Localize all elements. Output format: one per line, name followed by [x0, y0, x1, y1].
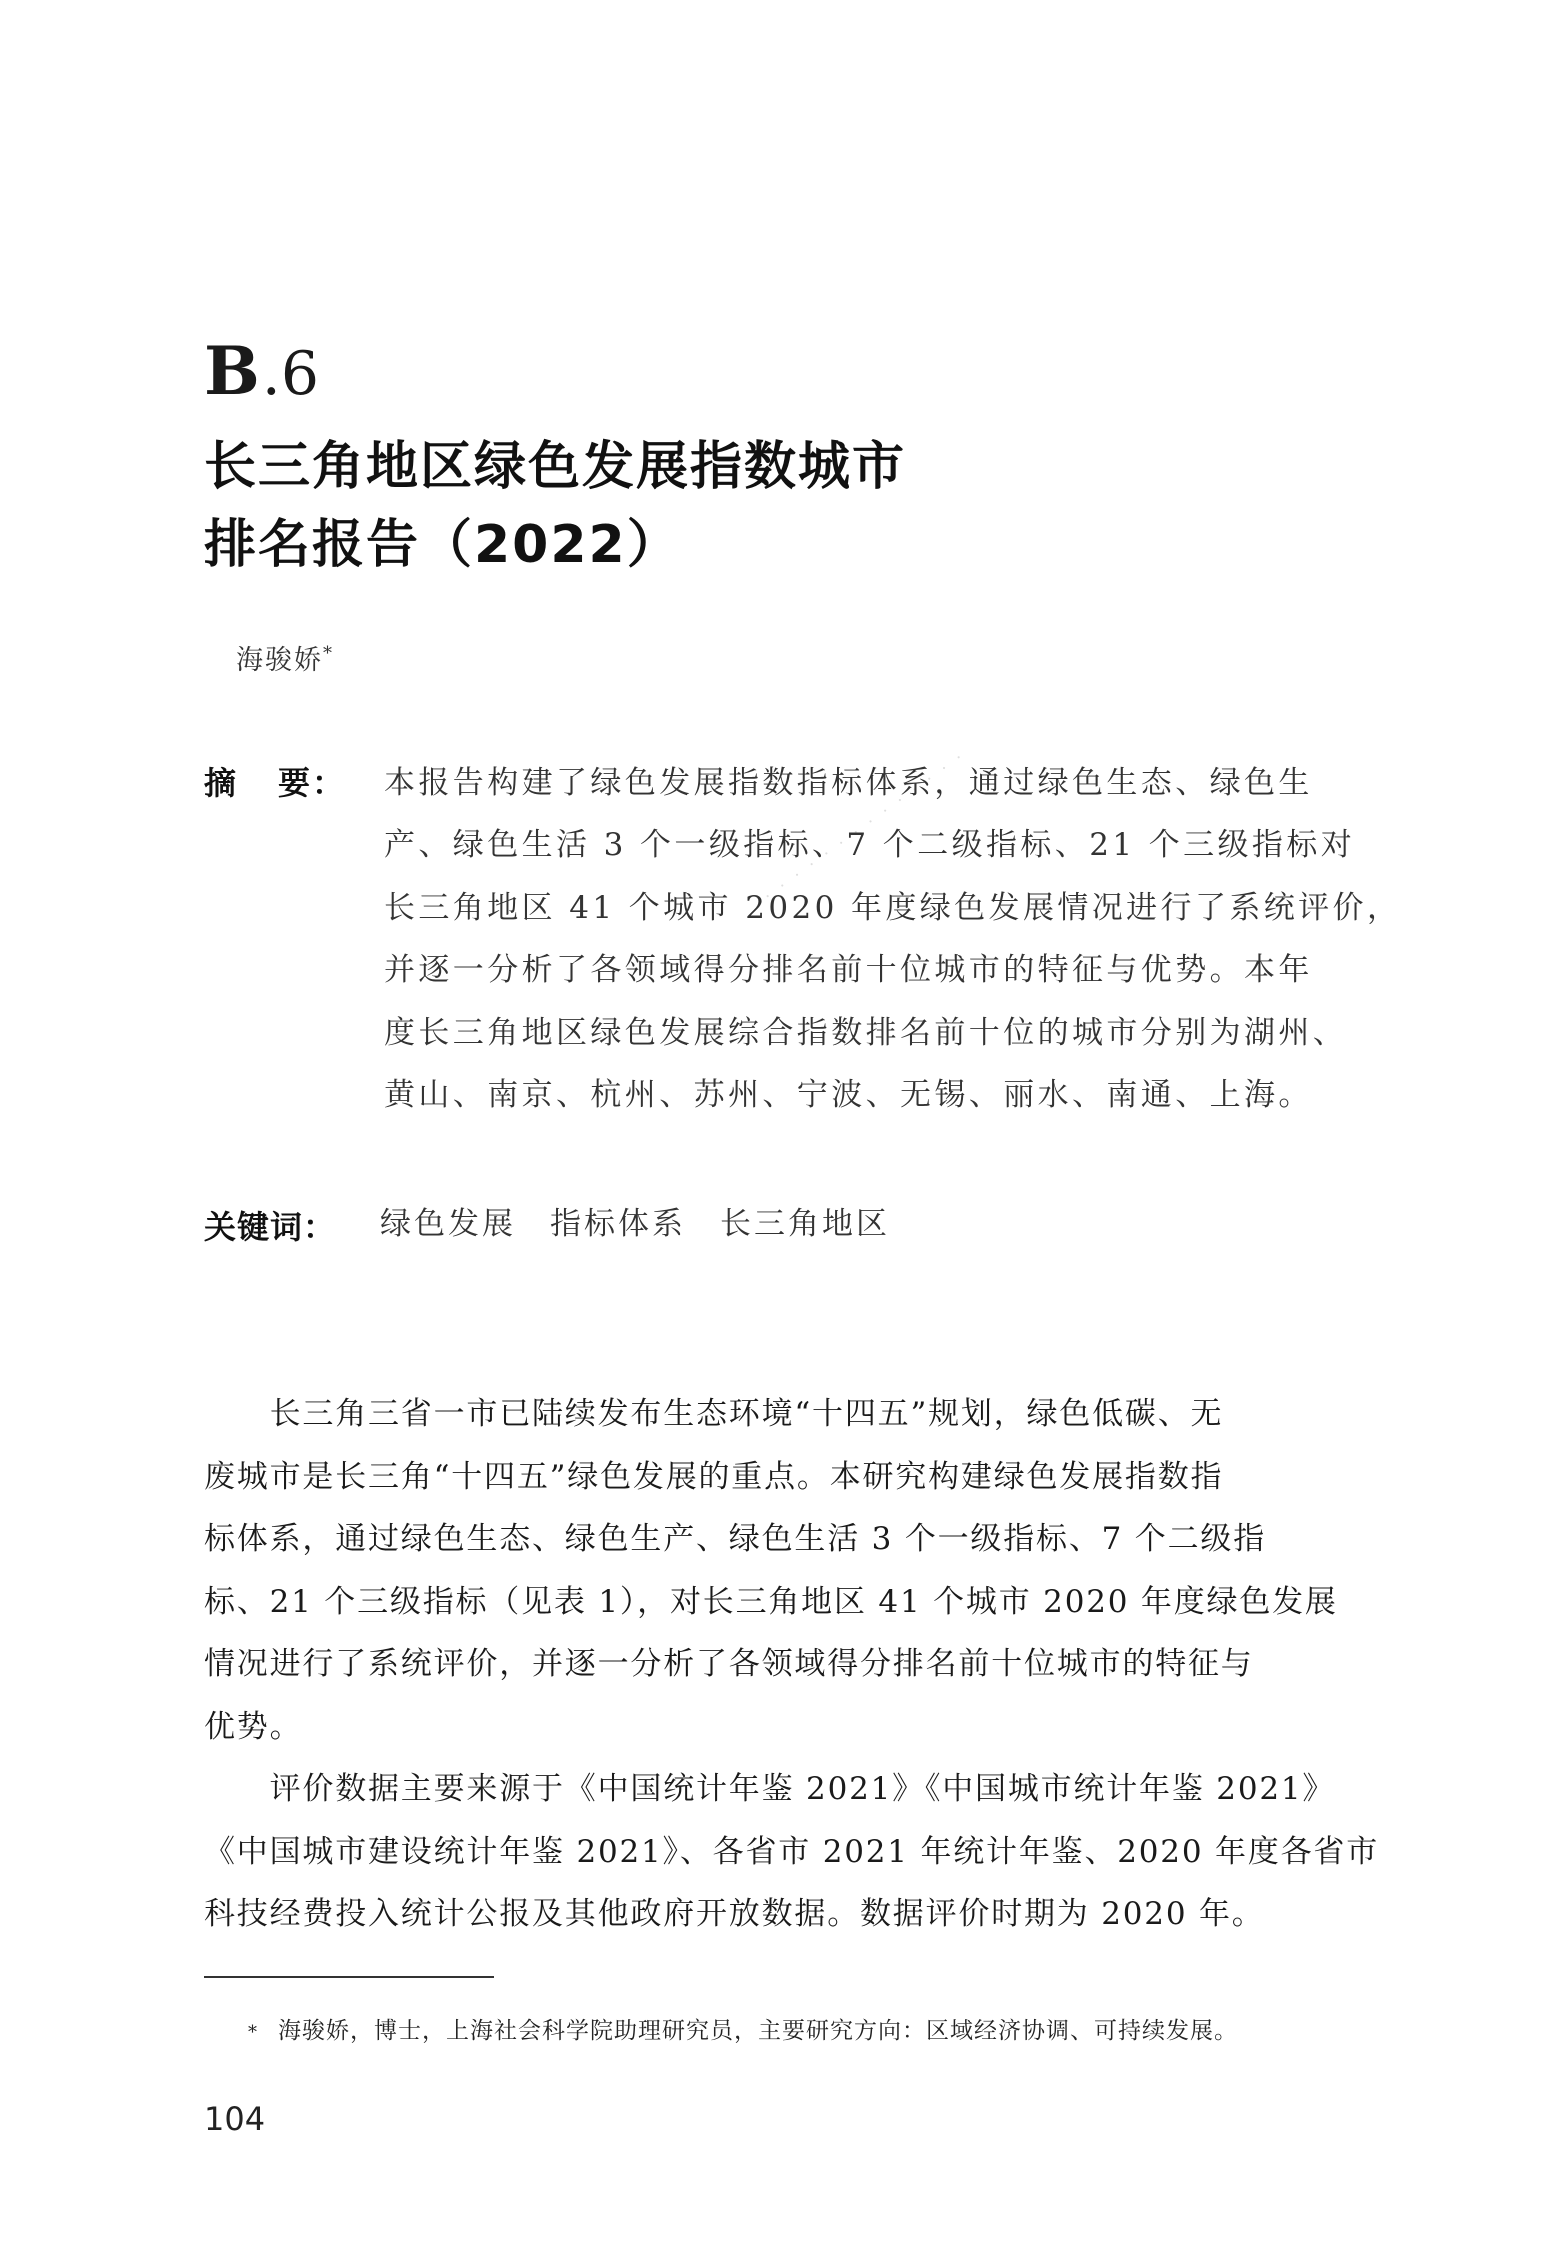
footnote-mark: *: [248, 2022, 258, 2043]
abstract-line: 度长三角地区绿色发展综合指数排名前十位的城市分别为湖州、: [384, 1014, 1348, 1051]
body-line: 标体系，通过绿色生态、绿色生产、绿色生活 3 个一级指标、7 个二级指: [204, 1521, 1267, 1557]
body-line: 科技经费投入统计公报及其他政府开放数据。数据评价时期为 2020 年。: [204, 1896, 1265, 1932]
chapter-letter: B: [204, 332, 258, 410]
author: [236, 638, 334, 677]
abstract-line: 产、绿色生活 3 个一级指标、7 个二级指标、21 个三级指标对: [384, 827, 1356, 864]
title-line-2: 排名报告（2022）: [204, 515, 681, 575]
keywords-list: [380, 1198, 924, 1243]
keyword: 指标体系: [550, 1206, 686, 1242]
keyword: 长三角地区: [720, 1206, 890, 1242]
body-line: 《中国城市建设统计年鉴 2021》、各省市 2021 年统计年鉴、2020 年度各省市: [204, 1833, 1379, 1870]
abstract-label-part-1: 摘: [204, 764, 239, 802]
body-text: [204, 1383, 1379, 1946]
abstract-label: [204, 758, 346, 804]
watermark: · · · · · · · · · · · · · ·: [760, 745, 970, 906]
body-line: 长三角三省一市已陆续发布生态环境“十四五”规划，绿色低碳、无: [204, 1396, 1224, 1432]
author-footnote-mark: *: [323, 643, 334, 664]
abstract-line: 并逐一分析了各领域得分排名前十位城市的特征与优势。本年: [384, 952, 1313, 989]
body-line: 评价数据主要来源于《中国统计年鉴 2021》《中国城市统计年鉴 2021》: [204, 1771, 1336, 1807]
footnote: [248, 2012, 1238, 2045]
abstract-label-part-2: 要：: [278, 764, 347, 802]
body-line: 情况进行了系统评价，并逐一分析了各领域得分排名前十位城市的特征与: [204, 1646, 1254, 1682]
page-number: 104: [204, 2100, 266, 2138]
abstract-body: [384, 752, 1402, 1126]
author-name: 海骏娇: [236, 645, 323, 676]
keywords-label: 关键词：: [204, 1208, 337, 1246]
abstract-line: 黄山、南京、杭州、苏州、宁波、无锡、丽水、南通、上海。: [384, 1077, 1313, 1114]
footnote-divider: [204, 1976, 494, 1978]
body-line: 废城市是长三角“十四五”绿色发展的重点。本研究构建绿色发展指数指: [204, 1458, 1224, 1495]
body-line: 标、21 个三级指标（见表 1），对长三角地区 41 个城市 2020 年度绿色发展: [204, 1583, 1338, 1620]
body-line: 优势。: [204, 1708, 303, 1745]
footnote-text: 海骏娇，博士，上海社会科学院助理研究员，主要研究方向：区域经济协调、可持续发展。: [278, 2018, 1238, 2044]
abstract-line: 本报告构建了绿色发展指数指标体系，通过绿色生态、绿色生: [384, 765, 1313, 801]
chapter-index: .6: [261, 339, 320, 409]
title-line-1: 长三角地区绿色发展指数城市: [204, 437, 907, 497]
report-title: [204, 428, 1354, 584]
abstract-line: 长三角地区 41 个城市 2020 年度绿色发展情况进行了系统评价，: [384, 889, 1402, 926]
chapter-number: [204, 332, 320, 410]
keyword: 绿色发展: [380, 1206, 516, 1242]
